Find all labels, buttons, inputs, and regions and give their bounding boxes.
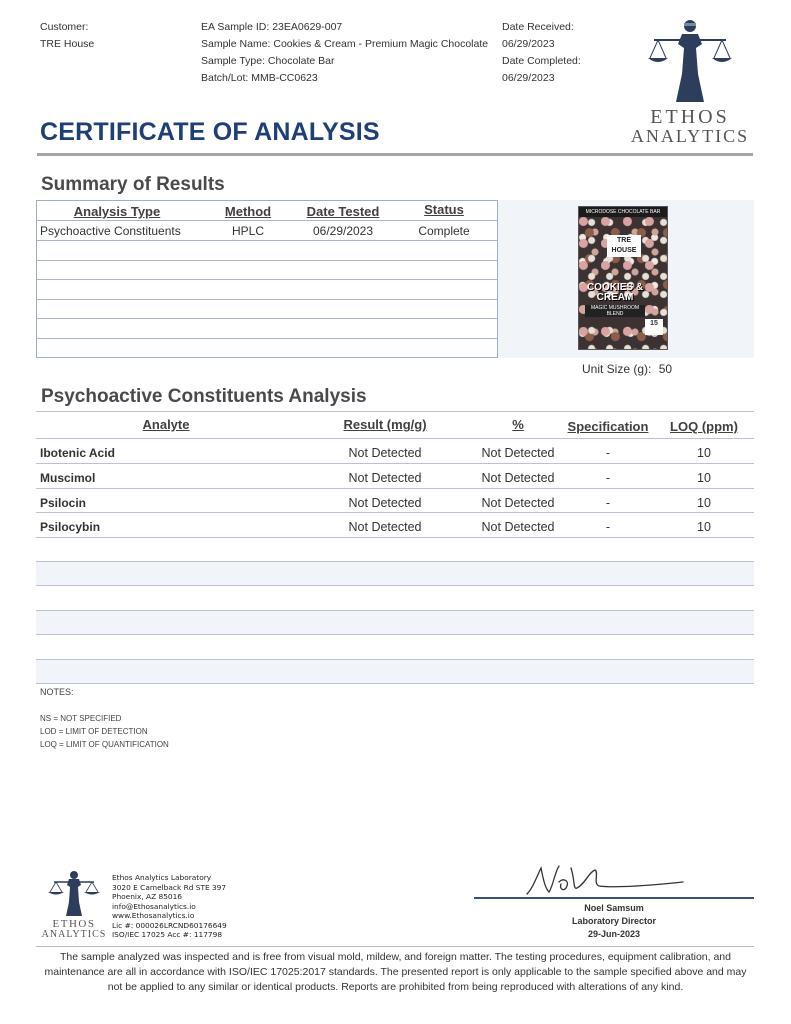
analysis-row-divider bbox=[36, 512, 754, 513]
analyte-percent: Not Detected bbox=[481, 471, 555, 485]
analysis-top-rule bbox=[36, 411, 754, 412]
analyte-specification: - bbox=[605, 471, 611, 485]
date-received: 06/29/2023 bbox=[502, 38, 555, 50]
analyte-name: Psilocin bbox=[40, 496, 87, 510]
product-subtitle: MAGIC MUSHROOM BLEND bbox=[585, 305, 645, 317]
note-item: NS = NOT SPECIFIED bbox=[40, 714, 122, 723]
note-item: LOQ = LIMIT OF QUANTIFICATION bbox=[40, 740, 169, 749]
analyte-percent: Not Detected bbox=[481, 520, 555, 534]
summary-cell-analysis-type: Psychoactive Constituents bbox=[40, 224, 181, 238]
analyte-loq: 10 bbox=[697, 496, 711, 510]
analysis-empty-row bbox=[36, 562, 754, 585]
lab-website: www.Ethosanalytics.io bbox=[112, 911, 195, 920]
summary-col-date-tested: Date Tested bbox=[306, 204, 380, 219]
summary-row-divider bbox=[37, 260, 497, 261]
analysis-row-divider bbox=[36, 683, 754, 684]
analysis-col-percent: % bbox=[512, 417, 524, 432]
note-item: LOD = LIMIT OF DETECTION bbox=[40, 727, 148, 736]
summary-row-divider bbox=[37, 318, 497, 319]
signature-graphic bbox=[515, 858, 695, 900]
analysis-row-divider bbox=[36, 463, 754, 464]
summary-col-status: Status bbox=[424, 202, 464, 217]
sample-type: Sample Type: Chocolate Bar bbox=[201, 55, 335, 67]
date-completed: 06/29/2023 bbox=[502, 72, 555, 84]
unit-size bbox=[582, 362, 672, 376]
analyte-specification: - bbox=[605, 446, 611, 460]
disclaimer-line: not be applied to any similar or identical products. Reports are prohibited from being reproduced with alterations of any kind. bbox=[107, 981, 684, 993]
lab-city: Phoenix, AZ 85016 bbox=[112, 892, 182, 901]
ethos-logo bbox=[620, 14, 760, 149]
disclaimer-line: maintenance are all in accordance with ISO/IEC 17025:2017 standards. The presented report is only applicable to the sample specified above and may bbox=[44, 966, 747, 978]
footer-logo-line1: ETHOS bbox=[52, 918, 96, 930]
footer-logo bbox=[38, 868, 110, 942]
footer-divider bbox=[36, 946, 754, 947]
analysis-heading: Psychoactive Constituents Analysis bbox=[41, 386, 367, 407]
logo-line2: ANALYTICS bbox=[630, 126, 750, 146]
signer-block bbox=[474, 902, 754, 941]
lab-street: 3020 E Camelback Rd STE 397 bbox=[112, 882, 227, 892]
justice-figure-icon bbox=[620, 14, 760, 109]
lab-address-block bbox=[112, 873, 227, 940]
lab-license: Lic #: 000026LRCND60176649 bbox=[112, 920, 227, 930]
unit-size-value: 50 bbox=[658, 362, 673, 376]
summary-row-divider bbox=[37, 220, 497, 221]
date-received-label: Date Received: bbox=[502, 21, 574, 33]
disclaimer-line: The sample analyzed was inspected and is free from visual mold, mildew, and foreign matter. The testing procedures, equipment calibration, and bbox=[59, 951, 731, 963]
summary-row-divider bbox=[37, 299, 497, 300]
sample-name: Sample Name: Cookies & Cream - Premium Magic Chocolate bbox=[201, 38, 489, 50]
analysis-row-divider bbox=[36, 438, 754, 439]
analyte-result: Not Detected bbox=[348, 446, 422, 460]
customer-label: Customer: bbox=[40, 21, 89, 33]
product-brand: COOKIES & CREAM bbox=[586, 282, 644, 303]
analysis-col-loq: LOQ (ppm) bbox=[670, 419, 738, 434]
analyte-percent: Not Detected bbox=[481, 496, 555, 510]
logo-line1: ETHOS bbox=[650, 106, 730, 128]
product-badge: 15 bbox=[645, 319, 663, 335]
analyte-result: Not Detected bbox=[348, 471, 422, 485]
product-top-label: MICRODOSE CHOCOLATE BAR bbox=[579, 207, 667, 217]
analysis-row-divider bbox=[36, 634, 754, 635]
analysis-row-divider bbox=[36, 537, 754, 538]
signature-line bbox=[474, 897, 754, 899]
title-divider bbox=[37, 153, 753, 156]
lab-name: Ethos Analytics Laboratory bbox=[112, 873, 212, 882]
summary-row-divider bbox=[37, 240, 497, 241]
signer-date: 29-Jun-2023 bbox=[587, 929, 641, 939]
summary-cell-method: HPLC bbox=[231, 224, 264, 238]
analyte-name: Muscimol bbox=[40, 471, 96, 485]
analysis-empty-row bbox=[36, 611, 754, 634]
document-title: CERTIFICATE OF ANALYSIS bbox=[40, 118, 380, 146]
analysis-col-result: Result (mg/g) bbox=[343, 417, 427, 432]
analyte-result: Not Detected bbox=[348, 496, 422, 510]
analyte-loq: 10 bbox=[697, 471, 711, 485]
lab-iso: ISO/IEC 17025 Acc #: 117798 bbox=[112, 930, 223, 939]
notes-label: NOTES: bbox=[40, 687, 74, 697]
unit-size-label: Unit Size (g): bbox=[582, 362, 652, 376]
product-logo: TRE HOUSE bbox=[607, 235, 641, 257]
analyte-specification: - bbox=[605, 520, 611, 534]
analysis-col-analyte: Analyte bbox=[142, 417, 190, 432]
batch-lot: Batch/Lot: MMB-CC0623 bbox=[201, 72, 318, 84]
footer-logo-line2: ANALYTICS bbox=[41, 929, 107, 940]
analyte-result: Not Detected bbox=[348, 520, 422, 534]
analysis-row-divider bbox=[36, 488, 754, 489]
analyte-loq: 10 bbox=[697, 520, 711, 534]
summary-cell-date-tested: 06/29/2023 bbox=[312, 224, 374, 238]
summary-heading: Summary of Results bbox=[41, 174, 225, 195]
analyte-loq: 10 bbox=[697, 446, 711, 460]
justice-figure-icon bbox=[38, 868, 110, 918]
summary-col-method: Method bbox=[224, 204, 272, 219]
signer-role: Laboratory Director bbox=[571, 916, 657, 926]
summary-row-divider bbox=[37, 279, 497, 280]
analysis-col-specification: Specification bbox=[567, 419, 649, 434]
date-completed-label: Date Completed: bbox=[502, 55, 581, 67]
analyte-percent: Not Detected bbox=[481, 446, 555, 460]
analysis-empty-row bbox=[36, 660, 754, 683]
summary-col-analysis-type: Analysis Type bbox=[73, 204, 161, 219]
analysis-row-divider bbox=[36, 585, 754, 586]
summary-row-divider bbox=[37, 338, 497, 339]
notes-list bbox=[40, 712, 169, 751]
customer-value: TRE House bbox=[40, 38, 95, 50]
sample-id: EA Sample ID: 23EA0629-007 bbox=[201, 21, 343, 33]
signer-name: Noel Samsum bbox=[584, 903, 644, 913]
disclaimer bbox=[20, 950, 771, 995]
summary-cell-status: Complete bbox=[418, 224, 470, 238]
analyte-name: Ibotenic Acid bbox=[40, 446, 115, 460]
product-photo bbox=[578, 206, 668, 350]
lab-email: info@Ethosanalytics.io bbox=[112, 901, 196, 911]
analyte-specification: - bbox=[605, 496, 611, 510]
analyte-name: Psilocybin bbox=[40, 520, 101, 534]
